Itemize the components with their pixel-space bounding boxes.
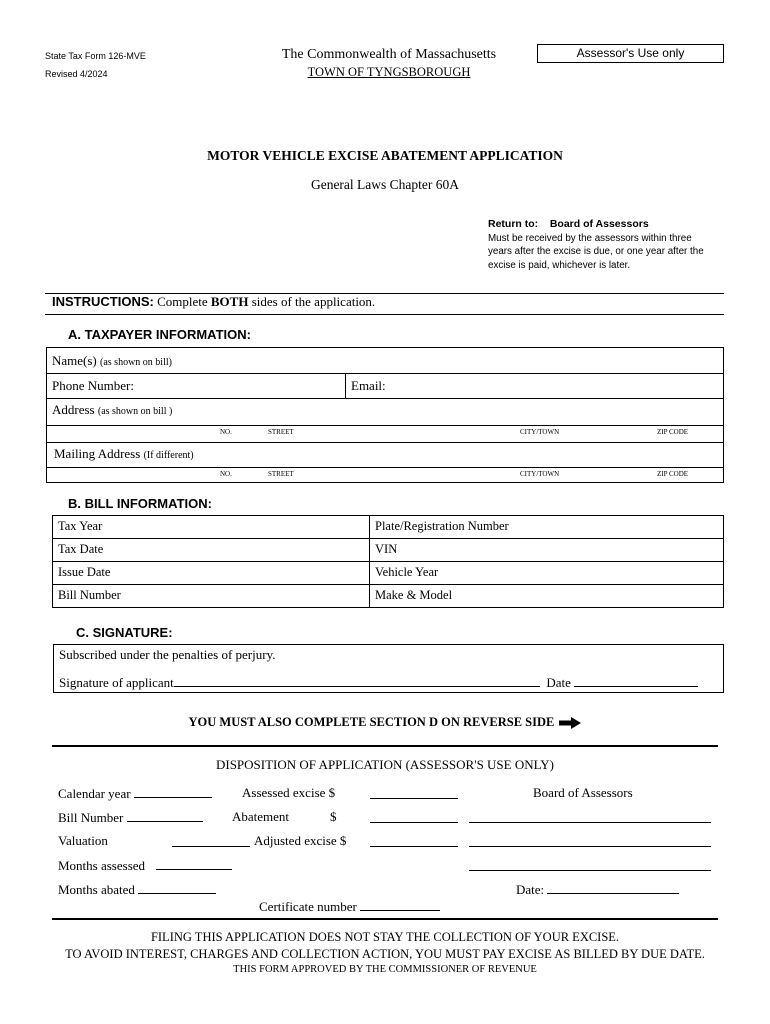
taxpayer-info-table <box>46 347 724 483</box>
return-to-line3: excise is paid, whichever is later. <box>488 259 631 271</box>
address-sub-no: NO. <box>220 428 232 436</box>
adjusted-excise-label: Adjusted excise <box>254 833 337 848</box>
assessed-excise-label: Assessed excise <box>242 785 326 800</box>
calendar-year-field[interactable] <box>58 785 212 802</box>
mailing-sub-street: STREET <box>268 470 294 478</box>
mailing-sub-city: CITY/TOWN <box>520 470 560 478</box>
email-field[interactable] <box>351 378 386 394</box>
return-to-line1: Must be received by the assessors within three <box>488 232 692 244</box>
assessed-excise-field[interactable] <box>242 785 335 801</box>
form-title: MOTOR VEHICLE EXCISE ABATEMENT APPLICATION <box>207 148 563 163</box>
assessor-signature-line-3[interactable] <box>469 858 711 871</box>
months-assessed-field[interactable] <box>58 857 232 874</box>
instructions-bold: BOTH <box>210 294 249 309</box>
signature-box <box>53 644 724 693</box>
mailing-label: Mailing Address <box>54 446 141 461</box>
return-to-recipient: Board of Assessors <box>549 218 649 230</box>
adjusted-excise-dollar: $ <box>339 833 347 848</box>
instructions-label: INSTRUCTIONS: <box>52 294 154 309</box>
footer-line-1: FILING THIS APPLICATION DOES NOT STAY THE COLLECTION OF YOUR EXCISE. <box>150 930 620 944</box>
assessed-excise-blank[interactable] <box>370 786 458 799</box>
assessor-use-label: Assessor's Use only <box>576 46 685 60</box>
disposition-bill-number-field[interactable] <box>58 809 203 826</box>
adjusted-excise-blank[interactable] <box>370 834 458 847</box>
disposition-date-label: Date: <box>516 882 545 897</box>
months-abated-label: Months abated <box>58 882 135 897</box>
disposition-top-rule <box>52 745 718 747</box>
abatement-blank[interactable] <box>370 810 458 823</box>
tax-date-field[interactable]: Tax Date <box>58 542 104 556</box>
signature-label: Signature of applicant <box>59 675 174 690</box>
months-abated-field[interactable] <box>58 881 216 898</box>
disposition-date-field[interactable] <box>516 881 679 898</box>
right-arrow-icon <box>559 717 581 729</box>
return-to-line2: years after the excise is due, or one year after the <box>488 246 704 257</box>
names-label: Name(s) <box>52 353 97 368</box>
return-to-block <box>488 218 728 272</box>
email-label: Email: <box>351 378 386 393</box>
footer-line-2: TO AVOID INTEREST, CHARGES AND COLLECTION ACTION, YOU MUST PAY EXCISE AS BILLED BY DUE DATE. <box>65 947 705 961</box>
abatement-label: Abatement <box>232 809 290 824</box>
names-field[interactable] <box>52 353 172 369</box>
signature-blank[interactable] <box>174 674 540 687</box>
assessor-signature-line-1[interactable] <box>469 810 711 823</box>
address-sub-street: STREET <box>268 428 294 436</box>
mailing-address-field[interactable] <box>54 446 194 462</box>
footer-line-3: THIS FORM APPROVED BY THE COMMISSIONER OF REVENUE <box>233 964 537 975</box>
calendar-year-label: Calendar year <box>58 786 131 801</box>
reverse-notice <box>0 715 770 730</box>
section-c-heading: C. SIGNATURE: <box>76 625 173 640</box>
commonwealth-title: The Commonwealth of Massachusetts <box>281 47 497 62</box>
form-id: State Tax Form 126-MVE <box>45 51 146 61</box>
certificate-number-label: Certificate number <box>259 899 357 914</box>
issue-date-field[interactable]: Issue Date <box>58 565 111 579</box>
plate-registration-field[interactable]: Plate/Registration Number <box>375 519 509 533</box>
certificate-number-field[interactable] <box>259 898 440 915</box>
phone-label: Phone Number: <box>52 378 134 393</box>
assessor-use-box <box>537 44 724 63</box>
mailing-paren: (If different) <box>143 450 194 461</box>
mailing-sub-no: NO. <box>220 470 232 478</box>
assessor-signature-line-2[interactable] <box>469 834 711 847</box>
bill-number-field[interactable]: Bill Number <box>58 588 121 602</box>
address-label: Address <box>52 402 95 417</box>
instructions <box>52 294 375 310</box>
vin-field[interactable]: VIN <box>375 542 398 556</box>
return-to-label: Return to: <box>488 218 539 230</box>
section-a-heading: A. TAXPAYER INFORMATION: <box>68 327 251 342</box>
town-name: TOWN OF TYNGSBOROUGH <box>307 65 471 79</box>
perjury-statement: Subscribed under the penalties of perjury. <box>59 647 276 662</box>
signature-date-blank[interactable] <box>574 674 698 687</box>
section-b-heading: B. BILL INFORMATION: <box>68 496 212 511</box>
disposition-heading: DISPOSITION OF APPLICATION (ASSESSOR'S USE ONLY) <box>215 757 554 772</box>
adjusted-excise-field[interactable] <box>254 833 346 849</box>
vehicle-year-field[interactable]: Vehicle Year <box>375 565 439 579</box>
address-field[interactable] <box>52 402 172 418</box>
instructions-bottom-rule <box>45 314 724 315</box>
valuation-blank[interactable] <box>172 834 250 847</box>
disposition-bill-number-label: Bill Number <box>58 810 124 825</box>
board-of-assessors-label: Board of Assessors <box>533 785 633 800</box>
instructions-pre: Complete <box>157 294 208 309</box>
form-subtitle: General Laws Chapter 60A <box>310 177 460 192</box>
reverse-notice-text: YOU MUST ALSO COMPLETE SECTION D ON REVERSE SIDE <box>188 715 555 729</box>
phone-field[interactable] <box>52 378 134 394</box>
mailing-sub-zip: ZIP CODE <box>657 470 689 478</box>
address-sub-zip: ZIP CODE <box>657 428 689 436</box>
assessed-excise-dollar: $ <box>328 785 336 800</box>
disposition-bottom-rule <box>52 918 718 920</box>
bill-info-table <box>52 515 724 608</box>
revised-date: Revised 4/2024 <box>45 69 108 79</box>
instructions-post: sides of the application. <box>251 294 376 309</box>
abatement-dollar: $ <box>330 809 337 824</box>
months-assessed-label: Months assessed <box>58 858 146 873</box>
tax-year-field[interactable]: Tax Year <box>58 519 103 533</box>
valuation-label: Valuation <box>58 833 108 848</box>
make-model-field[interactable]: Make & Model <box>375 588 453 602</box>
address-paren: (as shown on bill ) <box>97 406 173 417</box>
address-sub-city: CITY/TOWN <box>520 428 560 436</box>
signature-line[interactable] <box>59 674 698 691</box>
names-paren: (as shown on bill) <box>100 357 172 368</box>
signature-date-label: Date <box>546 675 571 690</box>
